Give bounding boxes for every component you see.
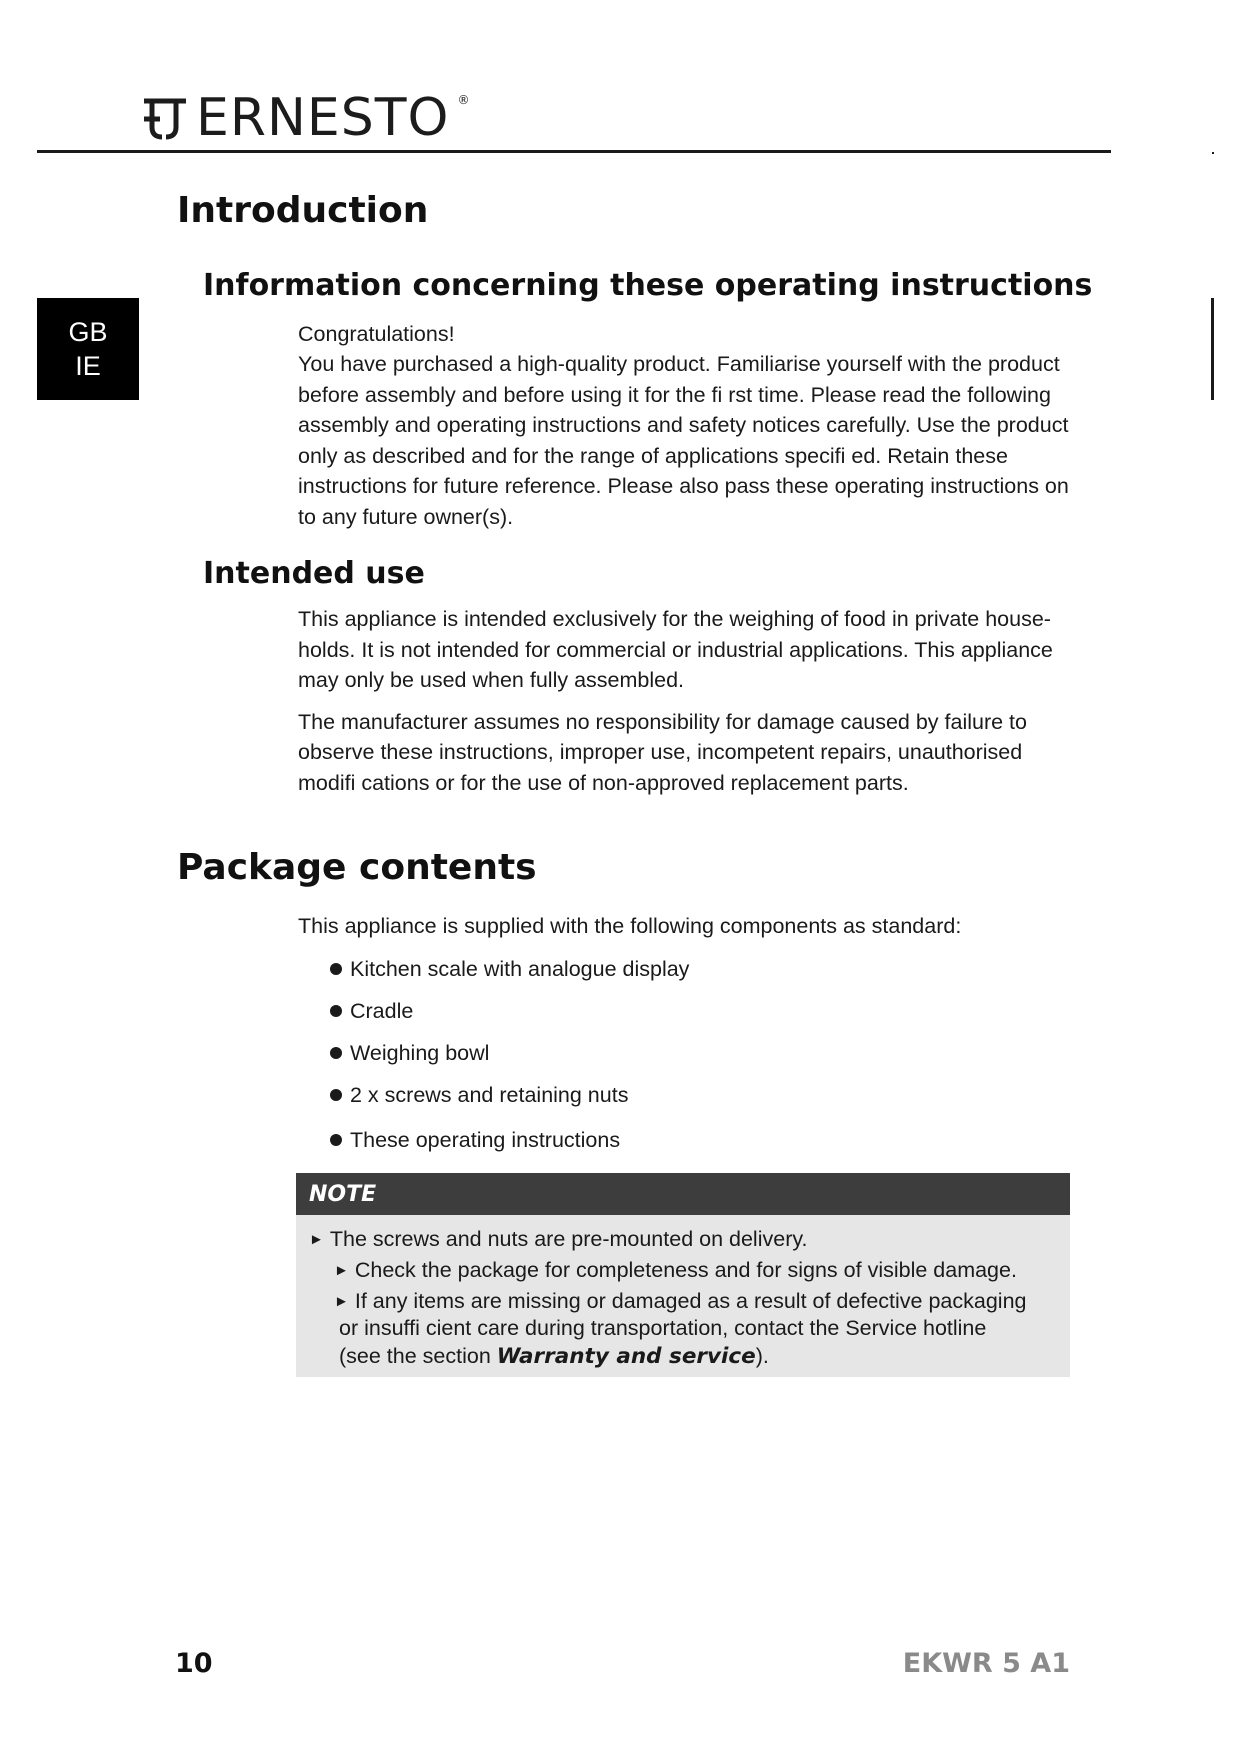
margin-mark bbox=[1212, 152, 1214, 154]
intended-use-paragraph-1: This appliance is intended exclusively for the weighing of food in private house-holds. It is not intended for commercial or industrial applications. This appliance may only be used when fully assembled. bbox=[298, 607, 1053, 692]
brand-logo bbox=[140, 88, 470, 148]
brand-name: ERNESTO bbox=[196, 88, 450, 148]
note-label: NOTE bbox=[296, 1173, 1070, 1215]
language-code-gb: GB bbox=[68, 317, 108, 347]
list-item: Weighing bowl bbox=[330, 1032, 689, 1074]
language-tab bbox=[37, 298, 139, 400]
language-code-ie: IE bbox=[75, 351, 101, 381]
info-heading: Information concerning these operating instructions bbox=[203, 268, 1093, 303]
package-items-list bbox=[330, 948, 689, 1161]
header-divider bbox=[37, 150, 1111, 153]
thumb-index-marker bbox=[1211, 298, 1214, 400]
ernesto-logo-icon bbox=[140, 93, 190, 143]
list-item: 2 x screws and retaining nuts bbox=[330, 1074, 689, 1116]
warranty-reference: Warranty and service bbox=[496, 1344, 756, 1369]
note-line-4: or insuffi cient care during transportation, contact the Service hotline bbox=[339, 1316, 987, 1340]
registered-mark: ® bbox=[457, 93, 471, 107]
model-number: EKWR 5 A1 bbox=[902, 1648, 1070, 1679]
note-line-1: ► The screws and nuts are pre-mounted on delivery. bbox=[309, 1227, 808, 1251]
note-line-2: ► Check the package for completeness and for signs of visible damage. bbox=[334, 1258, 1017, 1282]
bullet-icon bbox=[330, 1005, 342, 1017]
intended-use-body bbox=[298, 604, 1078, 798]
package-contents-title: Package contents bbox=[177, 847, 537, 888]
package-intro: This appliance is supplied with the following components as standard: bbox=[298, 914, 962, 938]
page-number: 10 bbox=[175, 1648, 213, 1679]
bullet-icon bbox=[330, 1134, 342, 1146]
list-item: Kitchen scale with analogue display bbox=[330, 948, 689, 990]
bullet-icon bbox=[330, 963, 342, 975]
intended-use-paragraph-2: The manufacturer assumes no responsibility for damage caused by failure to observe these instructions, improper use, incompetent repairs, unauthorised modifi cations or for the use of non-approved replacement parts. bbox=[298, 709, 1027, 795]
list-item: These operating instructions bbox=[330, 1119, 689, 1161]
arrow-right-icon: ► bbox=[309, 1231, 324, 1248]
bullet-icon bbox=[330, 1089, 342, 1101]
info-paragraph: You have purchased a high-quality product. Familiarise yourself with the product before assembly and before using it for the fi rst time. Please read the following assembly and operating instructions and safety notices carefully. Use the product only as described and for the range of applications specifi ed. Retain these instructions for future reference. Please also pass these operating instructions on to any future owner(s). bbox=[298, 352, 1069, 529]
info-body bbox=[298, 319, 1078, 532]
note-box bbox=[296, 1173, 1070, 1377]
introduction-title: Introduction bbox=[177, 190, 429, 231]
list-item: Cradle bbox=[330, 990, 689, 1032]
intended-use-heading: Intended use bbox=[203, 556, 425, 591]
arrow-right-icon: ► bbox=[334, 1293, 349, 1310]
note-line-3: ► If any items are missing or damaged as a result of defective packaging bbox=[334, 1289, 1027, 1313]
bullet-icon bbox=[330, 1047, 342, 1059]
congratulations-text: Congratulations! bbox=[298, 322, 455, 346]
arrow-right-icon: ► bbox=[334, 1262, 349, 1279]
note-line-5: (see the section Warranty and service). bbox=[339, 1344, 769, 1369]
